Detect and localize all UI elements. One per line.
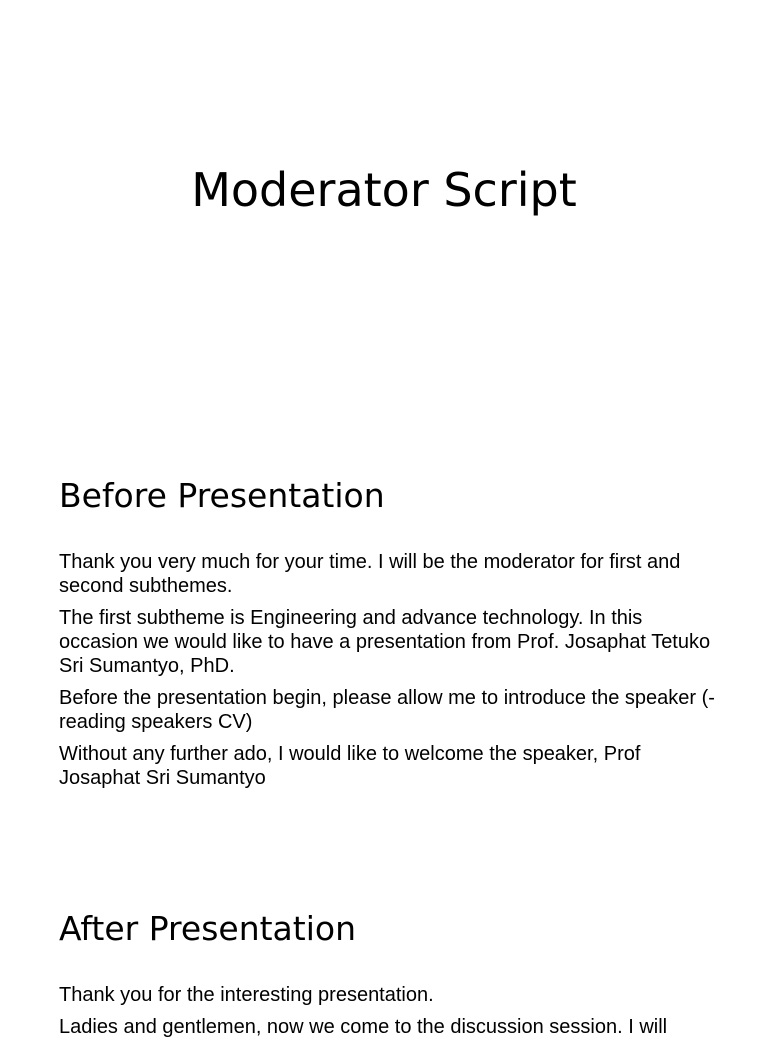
before-presentation-paragraphs (59, 550, 719, 790)
title-slide (0, 0, 768, 432)
paragraph: Before the presentation begin, please allow me to introduce the speaker (-reading speakers CV) (59, 687, 715, 733)
before-presentation-section (59, 476, 719, 798)
paragraph: Thank you for the interesting presentation. (59, 984, 434, 1006)
paragraph: Without any further ado, I would like to welcome the speaker, Prof Josaphat Sri Sumantyo (59, 743, 641, 789)
paragraph: The first subtheme is Engineering and advance technology. In this occasion we would like to have a presentation from Prof. Josaphat Tetuko Sri Sumantyo, PhD. (59, 607, 711, 677)
paragraph: Thank you very much for your time. I will be the moderator for first and second subthemes. (59, 551, 681, 597)
after-presentation-section (59, 909, 719, 1047)
paragraph: Ladies and gentlemen, now we come to the discussion session. I will (59, 1016, 668, 1038)
after-presentation-paragraphs (59, 983, 719, 1039)
document-title: Moderator Script (191, 163, 577, 217)
after-presentation-heading: After Presentation (59, 909, 356, 948)
before-presentation-heading: Before Presentation (59, 476, 385, 515)
